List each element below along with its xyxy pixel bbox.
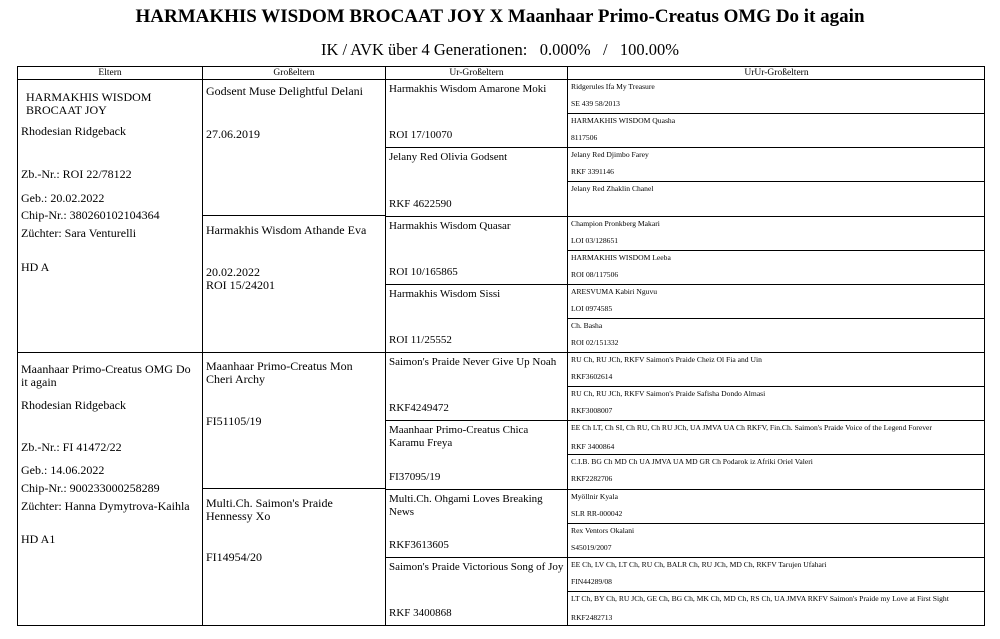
great-great-grandparent-cell: [568, 148, 985, 182]
great-great-grandparent-reg: RKF3602614: [571, 372, 613, 381]
great-grandparent-reg: RKF3613605: [389, 539, 449, 551]
grandparent-info: FI14954/20: [206, 550, 263, 564]
parent-breed: Rhodesian Ridgeback: [21, 124, 126, 138]
grandparent-name: Harmakhis Wisdom Athande Eva: [206, 223, 367, 237]
great-grandparent-cell: [386, 148, 568, 217]
parent-name: HARMAKHIS WISDOM BROCAAT JOY: [26, 90, 152, 117]
grandparent-name: Maanhaar Primo-Creatus Mon Cheri Archy: [206, 359, 353, 386]
ik-value: 0.000%: [539, 40, 591, 59]
great-great-grandparent-name: Jelany Red Zhaklin Chanel: [571, 184, 654, 193]
great-great-grandparent-name: Ch. Basha: [571, 321, 603, 330]
great-great-grandparent-reg: SLR RR-000042: [571, 509, 623, 518]
great-great-grandparent-reg: LOI 0974585: [571, 304, 613, 313]
great-grandparent-name: Jelany Red Olivia Godsent: [389, 151, 508, 163]
great-great-grandparent-cell: [568, 524, 985, 558]
grandparent-cell: [203, 80, 386, 216]
header-eltern: Eltern: [18, 67, 203, 80]
header-urur-grosseltern: UrUr-Großeltern: [568, 67, 985, 80]
great-great-grandparent-cell: [568, 319, 985, 353]
grandparent-cell: [203, 216, 386, 353]
great-great-grandparent-reg: S45019/2007: [571, 543, 612, 552]
great-great-grandparent-reg: ROI 02/151332: [571, 338, 619, 347]
great-grandparent-name: Maanhaar Primo-Creatus Chica Karamu Freya: [389, 424, 529, 449]
parent-chip: Chip-Nr.: 900233000258289: [21, 481, 160, 495]
parent-breeder: Züchter: Sara Venturelli: [21, 226, 137, 240]
great-grandparent-name: Saimon's Praide Victorious Song of Joy: [389, 561, 564, 573]
great-great-grandparent-reg: RKF2482713: [571, 613, 613, 622]
great-grandparent-name: Harmakhis Wisdom Quasar: [389, 220, 511, 232]
parent-sire-cell: [18, 80, 203, 353]
great-great-grandparent-cell: [568, 558, 985, 592]
header-ur-grosseltern: Ur-Großeltern: [386, 67, 568, 80]
great-grandparent-reg: ROI 17/10070: [389, 129, 453, 141]
inbreeding-label: IK / AVK über 4 Generationen:: [320, 40, 528, 59]
great-great-grandparent-name: Champion Pronkberg Makari: [571, 219, 660, 228]
great-great-grandparent-cell: [568, 80, 985, 114]
great-great-grandparent-cell: [568, 353, 985, 387]
grandparent-name: Godsent Muse Delightful Delani: [206, 84, 363, 98]
great-grandparent-cell: [386, 490, 568, 558]
grandparent-info: 20.02.2022: [206, 265, 260, 279]
great-great-grandparent-name: HARMAKHIS WISDOM Leeba: [571, 253, 671, 262]
great-great-grandparent-reg: RKF 3400864: [571, 442, 615, 451]
parent-breeder: Züchter: Hanna Dymytrova-Kaihla: [21, 499, 190, 513]
great-grandparent-name: Harmakhis Wisdom Amarone Moki: [389, 83, 547, 95]
parent-dam-cell: [18, 353, 203, 626]
parent-geb: Geb.: 14.06.2022: [21, 463, 105, 477]
great-great-grandparent-name: Ridgerules Ifa My Treasure: [571, 82, 655, 91]
great-grandparent-name: Harmakhis Wisdom Sissi: [389, 288, 501, 300]
great-great-grandparent-name: EE Ch LT, Ch SI, Ch RU, Ch RU JCh, UA JMVA UA Ch RKFV, Fin.Ch. Saimon's Praide Voice of the Legend Forever: [571, 423, 932, 432]
great-grandparent-cell: [386, 421, 568, 490]
great-great-grandparent-reg: RKF 3391146: [571, 167, 614, 176]
great-great-grandparent-cell: [568, 387, 985, 421]
parent-name: Maanhaar Primo-Creatus OMG Do it again: [21, 362, 191, 389]
great-great-grandparent-reg: FIN44289/08: [571, 577, 612, 586]
great-grandparent-reg: ROI 11/25552: [389, 334, 452, 346]
parent-zb: Zb.-Nr.: FI 41472/22: [21, 440, 122, 454]
header-grosseltern: Großeltern: [203, 67, 386, 80]
parent-chip: Chip-Nr.: 380260102104364: [21, 208, 160, 222]
great-great-grandparent-name: ARESVUMA Kabiri Nguvu: [571, 287, 658, 296]
great-great-grandparent-cell: [568, 217, 985, 251]
parent-hd: HD A1: [21, 532, 56, 546]
parent-zb: Zb.-Nr.: ROI 22/78122: [21, 167, 132, 181]
great-great-grandparent-cell: [568, 592, 985, 626]
great-grandparent-cell: [386, 80, 568, 148]
great-grandparent-name: Multi.Ch. Ohgami Loves Breaking News: [389, 493, 543, 518]
grandparent-name: Multi.Ch. Saimon's Praide Hennessy Xo: [206, 496, 333, 523]
great-great-grandparent-name: LT Ch, BY Ch, RU JCh, GE Ch, BG Ch, MK Ch, MD Ch, RS Ch, UA JMVA RKFV Saimon's Praide my Love at First Sight: [571, 594, 949, 603]
pedigree-table: [17, 66, 985, 626]
great-great-grandparent-reg: RKF2282706: [571, 474, 613, 483]
great-great-grandparent-name: Myöllnir Kyala: [571, 492, 619, 501]
great-grandparent-name: Saimon's Praide Never Give Up Noah: [389, 356, 557, 368]
great-grandparent-reg: FI37095/19: [389, 471, 441, 483]
great-great-grandparent-cell: [568, 490, 985, 524]
great-great-grandparent-cell: [568, 285, 985, 319]
parent-hd: HD A: [21, 260, 50, 274]
great-great-grandparent-name: HARMAKHIS WISDOM Quasha: [571, 116, 676, 125]
great-grandparent-cell: [386, 353, 568, 421]
great-great-grandparent-name: RU Ch, RU JCh, RKFV Saimon's Praide Cheiz Ol Fia and Uin: [571, 355, 762, 364]
great-great-grandparent-reg: ROI 08/117506: [571, 270, 619, 279]
great-great-grandparent-name: Jelany Red Djimbo Farey: [571, 150, 649, 159]
great-great-grandparent-cell: [568, 114, 985, 148]
great-great-grandparent-name: RU Ch, RU JCh, RKFV Saimon's Praide Safisha Dondo Almasi: [571, 389, 766, 398]
avk-value: 100.00%: [619, 40, 680, 59]
grandparent-info: FI51105/19: [206, 414, 262, 428]
great-great-grandparent-name: EE Ch, LV Ch, LT Ch, RU Ch, BALR Ch, RU JCh, MD Ch, RKFV Tarujen Ufahari: [571, 560, 827, 569]
parent-geb: Geb.: 20.02.2022: [21, 191, 105, 205]
great-great-grandparent-reg: LOI 03/128651: [571, 236, 619, 245]
separator: /: [602, 40, 608, 59]
inbreeding-summary: [0, 40, 1000, 60]
grandparent-cell: [203, 489, 386, 626]
great-great-grandparent-reg: SE 439 58/2013: [571, 99, 620, 108]
parent-breed: Rhodesian Ridgeback: [21, 398, 126, 412]
great-great-grandparent-name: Rex Ventors Okalani: [571, 526, 635, 535]
great-great-grandparent-cell: [568, 182, 985, 217]
great-great-grandparent-cell: [568, 455, 985, 490]
great-grandparent-cell: [386, 285, 568, 353]
great-great-grandparent-cell: [568, 251, 985, 285]
grandparent-info: 27.06.2019: [206, 127, 260, 141]
great-great-grandparent-reg: 8117506: [571, 133, 598, 142]
grandparent-cell: [203, 353, 386, 489]
great-grandparent-reg: RKF4249472: [389, 402, 449, 414]
great-grandparent-cell: [386, 558, 568, 626]
page-title: HARMAKHIS WISDOM BROCAAT JOY X Maanhaar Primo-Creatus OMG Do it again: [135, 6, 865, 27]
great-great-grandparent-cell: [568, 421, 985, 455]
great-grandparent-cell: [386, 217, 568, 285]
great-grandparent-reg: ROI 10/165865: [389, 266, 458, 278]
great-great-grandparent-reg: RKF3008007: [571, 406, 613, 415]
great-grandparent-reg: RKF 3400868: [389, 607, 452, 619]
great-grandparent-reg: RKF 4622590: [389, 198, 452, 210]
grandparent-reg: ROI 15/24201: [206, 278, 275, 292]
great-great-grandparent-name: C.I.B. BG Ch MD Ch UA JMVA UA MD GR Ch Podarok iz Afriki Oriel Valeri: [571, 457, 813, 466]
